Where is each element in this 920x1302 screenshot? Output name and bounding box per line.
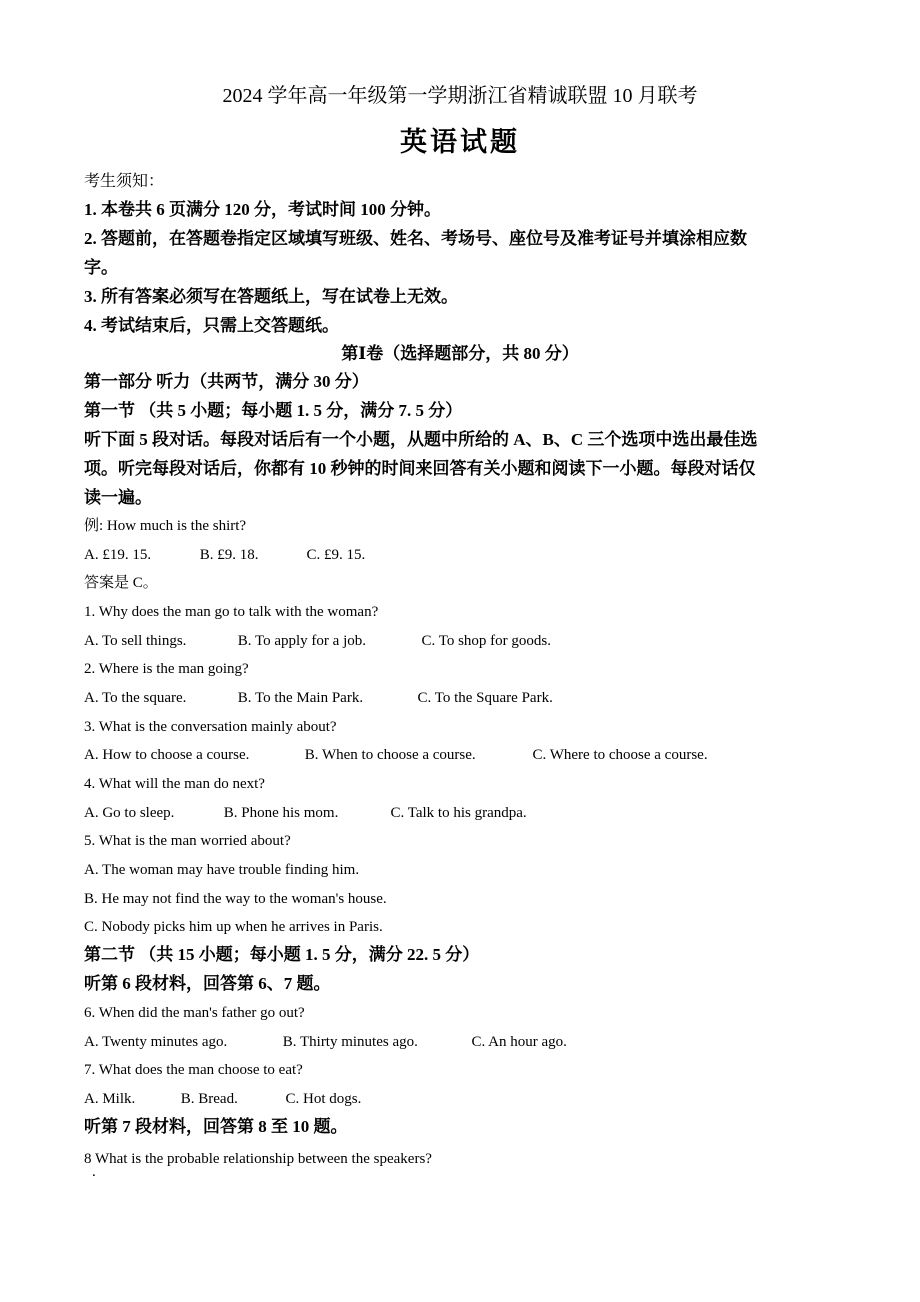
option-a: A. Twenty minutes ago. <box>84 1034 228 1050</box>
option-a: A. £19. 15. <box>84 547 152 563</box>
option-a: A. Go to sleep. <box>84 805 175 821</box>
question-6: 6. When did the man's father go out? <box>84 1005 305 1021</box>
example-answer: 答案是 C。 <box>84 575 158 591</box>
option-b: B. Phone his mom. <box>223 805 339 821</box>
question-8-mark: . <box>92 1164 96 1180</box>
option-c: C. To the Square Park. <box>417 690 553 706</box>
question-1: 1. Why does the man go to talk with the woman? <box>84 604 379 620</box>
question-6-options <box>84 1033 840 1051</box>
notice-item: 2. 答题前，在答题卷指定区域填写班级、姓名、考场号、座位号及准考证号并填涂相应数 <box>84 229 747 248</box>
section1-instructions: 项。听完每段对话后，你都有 10 秒钟的时间来回答有关小题和阅读下一小题。每段对话仅 <box>84 459 756 478</box>
volume-title: 第Ⅰ卷（选择题部分，共 80 分） <box>341 344 579 363</box>
option-a: A. How to choose a course. <box>84 747 250 763</box>
question-3-options <box>84 746 840 764</box>
material-7-heading: 听第 7 段材料，回答第 8 至 10 题。 <box>84 1117 348 1136</box>
option-b: B. Bread. <box>180 1091 238 1107</box>
option-c: C. Nobody picks him up when he arrives in Paris. <box>84 919 383 935</box>
question-3: 3. What is the conversation mainly about? <box>84 719 337 735</box>
option-c: C. Talk to his grandpa. <box>390 805 527 821</box>
option-b: B. He may not find the way to the woman's house. <box>84 891 387 907</box>
part1-title: 第一部分 听力（共两节，满分 30 分） <box>84 372 369 391</box>
question-1-options <box>84 632 840 650</box>
notice-heading: 考生须知： <box>84 173 165 190</box>
example-question: 例: How much is the shirt? <box>84 518 247 534</box>
notice-item: 字。 <box>84 258 118 277</box>
example-options <box>84 546 840 564</box>
question-4: 4. What will the man do next? <box>84 776 265 792</box>
material-6-heading: 听第 6 段材料，回答第 6、7 题。 <box>84 974 331 993</box>
subject-title: 英语试题 <box>400 127 520 157</box>
section2-title: 第二节 （共 15 小题；每小题 1. 5 分，满分 22. 5 分） <box>84 945 480 964</box>
option-a: A. To the square. <box>84 690 187 706</box>
option-b: B. When to choose a course. <box>304 747 476 763</box>
question-7: 7. What does the man choose to eat? <box>84 1062 303 1078</box>
question-5: 5. What is the man worried about? <box>84 833 291 849</box>
exam-title: 2024 学年高一年级第一学期浙江省精诚联盟 10 月联考 <box>222 85 698 107</box>
option-c: C. Where to choose a course. <box>532 747 708 763</box>
notice-item: 4. 考试结束后，只需上交答题纸。 <box>84 316 339 335</box>
question-2-options <box>84 689 840 707</box>
option-b: B. To apply for a job. <box>237 633 366 649</box>
section1-instructions: 听下面 5 段对话。每段对话后有一个小题，从题中所给的 A、B、C 三个选项中选出最佳选 <box>84 430 758 449</box>
option-c: C. £9. 15. <box>306 547 366 563</box>
question-8: 8 What is the probable relationship between the speakers? <box>84 1151 432 1167</box>
option-b: B. Thirty minutes ago. <box>282 1034 418 1050</box>
question-4-options <box>84 804 840 822</box>
notice-item: 3. 所有答案必须写在答题纸上，写在试卷上无效。 <box>84 287 458 306</box>
option-a: A. Milk. <box>84 1091 136 1107</box>
option-c: C. To shop for goods. <box>421 633 552 649</box>
option-a: A. To sell things. <box>84 633 187 649</box>
option-a: A. The woman may have trouble finding him. <box>84 862 360 878</box>
notice-item: 1. 本卷共 6 页满分 120 分，考试时间 100 分钟。 <box>84 200 441 219</box>
section1-instructions: 读一遍。 <box>84 488 152 507</box>
option-c: C. Hot dogs. <box>285 1091 362 1107</box>
question-2: 2. Where is the man going? <box>84 661 249 677</box>
question-7-options <box>84 1090 840 1108</box>
option-b: B. To the Main Park. <box>237 690 364 706</box>
option-c: C. An hour ago. <box>471 1034 567 1050</box>
section1-title: 第一节 （共 5 小题；每小题 1. 5 分，满分 7. 5 分） <box>84 401 463 420</box>
option-b: B. £9. 18. <box>199 547 259 563</box>
